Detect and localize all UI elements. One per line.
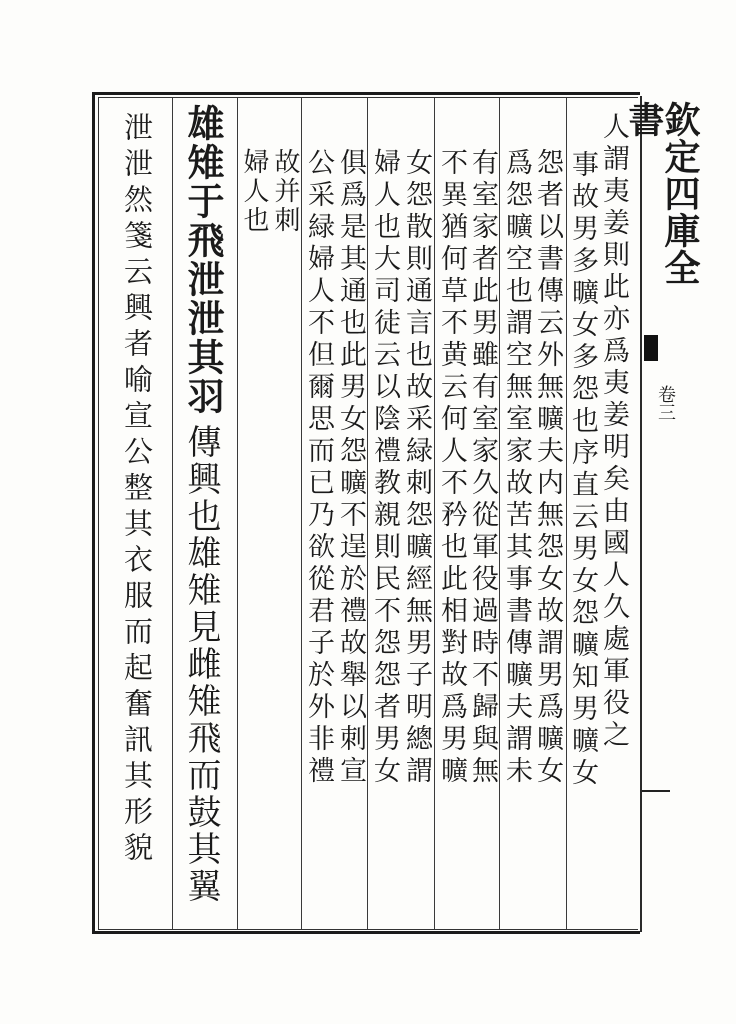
margin-title: 欽定四庫全書	[623, 101, 701, 286]
margin-tick	[642, 790, 670, 792]
text-column: 公采緑婦人不但爾思而已乃欲從君子於外非禮	[303, 148, 334, 788]
column-rule	[499, 98, 500, 929]
text-column: 不異猶何草不黄云何人不矜也此相對故爲男曠	[436, 148, 467, 788]
column-rule	[367, 98, 368, 929]
text-column: 爲怨曠空也謂空無室家故苦其事書傳曠夫謂未	[501, 148, 532, 788]
fishtail-mark	[644, 335, 658, 361]
text-column: 故并刺	[270, 148, 300, 235]
text-column: 婦人也大司徒云以陰禮教親則民不怨怨者男女	[369, 148, 400, 788]
column-rule	[172, 98, 173, 929]
fold-label: 卷三	[655, 385, 676, 421]
poem-line: 雄雉于飛泄泄其羽	[181, 104, 225, 416]
text-column: 俱爲是其通也此男女怨曠不逞於禮故舉以刺宣	[335, 148, 366, 788]
text-column: 泄泄然箋云興者喻宣公整其衣服而起奮訊其形貌	[120, 112, 154, 868]
text-column: 女怨散則通言也故采緑刺怨曠經無男子明總謂	[401, 148, 432, 788]
text-column: 怨者以書傳云外無曠夫内無怨女故謂男爲曠女	[532, 148, 563, 788]
text-column: 人謂夷姜則此亦爲夷姜明矣由國人久處軍役之	[598, 112, 629, 752]
commentary-line: 傳興也雄雉見雌雉飛而鼓其翼	[181, 424, 221, 905]
text-column: 婦人也	[239, 148, 269, 235]
column-rule	[237, 98, 238, 929]
column-rule	[301, 98, 302, 929]
text-column: 事故男多曠女多怨也序直云男女怨曠知男曠女	[567, 150, 598, 790]
text-column: 有室家者此男雖有室家久從軍役過時不歸與無	[467, 148, 498, 788]
column-rule	[434, 98, 435, 929]
